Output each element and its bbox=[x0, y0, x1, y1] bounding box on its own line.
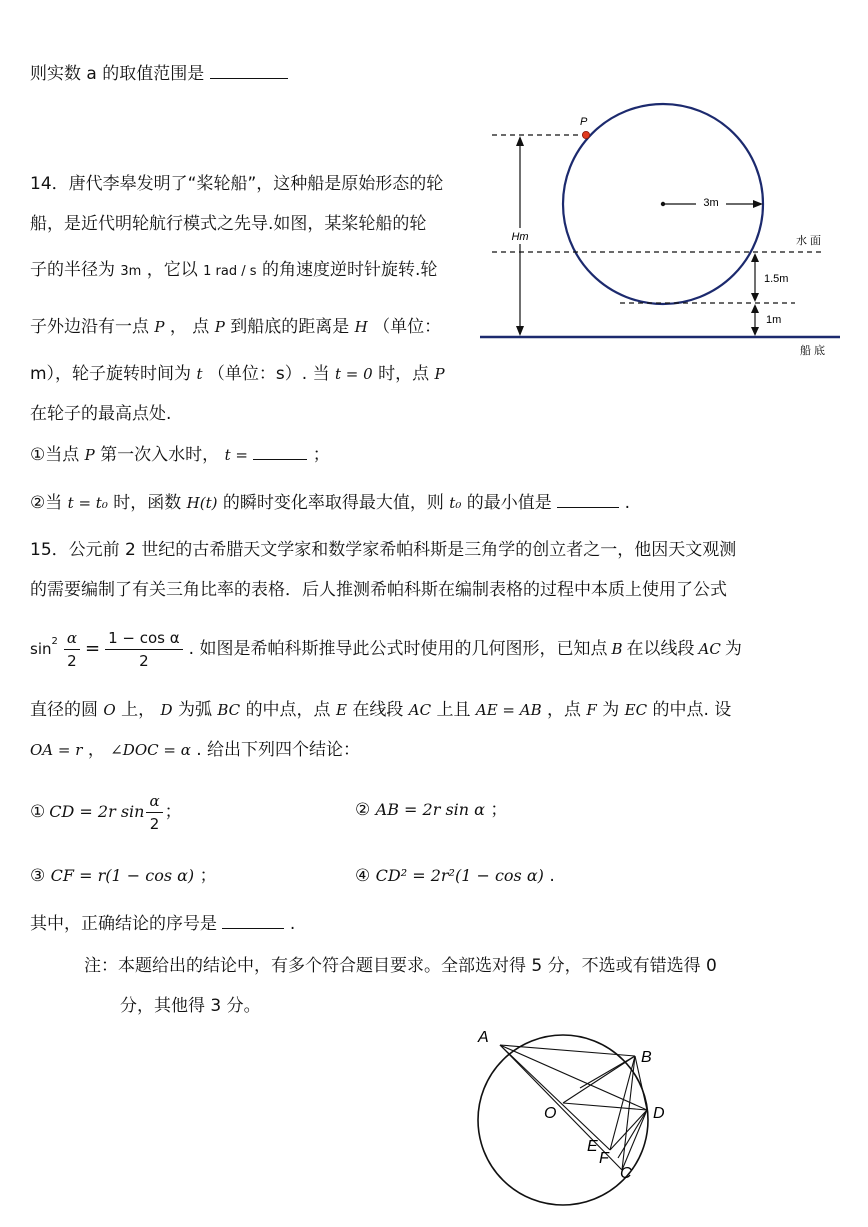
conclusion-2: ② AB = 2r sin α ； bbox=[355, 800, 508, 820]
radius-label: 3m bbox=[703, 197, 719, 209]
q14-line-2: 船，是近代明轮航行模式之先导.如图，某桨轮船的轮 bbox=[30, 214, 427, 234]
conclusion-1-frac: $\frac{\alpha}{2}$ bbox=[146, 790, 162, 835]
depth-arrow-up-icon bbox=[751, 253, 759, 262]
answer-blank bbox=[210, 78, 288, 79]
answer-blank bbox=[253, 459, 307, 460]
q14-line-1: 14．唐代李皋发明了“桨轮船”，这种船是原始形态的轮 bbox=[30, 174, 444, 194]
note-line-2: 分，其他得 3 分。 bbox=[120, 996, 261, 1016]
answer-blank bbox=[222, 928, 284, 929]
q14-line-4: 子外边沿有一点 P ， 点 P 到船底的距离是 H （单位： bbox=[30, 317, 442, 337]
water-label: 水 面 bbox=[796, 235, 822, 247]
note-line-1: 注：本题给出的结论中，有多个符合题目要求。全部选对得 5 分，不选或有错选得 0 bbox=[84, 956, 717, 976]
q14-line-3: 子的半径为 3m ，它以 1 rad / s 的角速度逆时针旋转.轮 bbox=[30, 260, 438, 280]
clearance-arrow-up-icon bbox=[751, 304, 759, 313]
q14-subq-1: ①当点 P 第一次入水时， t = ； bbox=[30, 445, 330, 465]
q15-line-1: 15．公元前 2 世纪的古希腊天文学家和数学家希帕科斯是三角学的创立者之一，他因天文观测 bbox=[30, 540, 737, 560]
label-c: C bbox=[620, 1165, 632, 1182]
formula-frac-left: $\frac{\alpha}{2}$ bbox=[64, 627, 80, 672]
paddle-wheel-diagram bbox=[470, 100, 860, 370]
q14-line-5: m），轮子旋转时间为 t （单位：s）. 当 t = 0 时，点 P bbox=[30, 364, 445, 384]
label-o: O bbox=[544, 1105, 557, 1122]
answer-blank bbox=[557, 507, 619, 508]
conclusion-4: ④ CD² = 2r²(1 − cos α) . bbox=[355, 866, 555, 886]
q15-line-4: 直径的圆 O 上， D 为弧 BC 的中点，点 E 在线段 AC 上且 AE = AB ，点 F 为 EC 的中点. 设 bbox=[30, 700, 732, 720]
label-a: A bbox=[478, 1029, 489, 1046]
formula-sin: sin bbox=[30, 640, 52, 658]
point-p-label: P bbox=[580, 116, 588, 128]
radius-arrow-icon bbox=[753, 200, 763, 208]
label-b: B bbox=[641, 1049, 652, 1066]
h-arrow-down-icon bbox=[516, 326, 524, 336]
conclusion-1: ① CD = 2r sin $\frac{\alpha}{2}$ ； bbox=[30, 791, 182, 833]
depth-label: 1.5m bbox=[764, 273, 789, 285]
q14-subq-2: ②当 t = t₀ 时，函数 H(t) 的瞬时变化率取得最大值，则 t₀ 的最小值是 . bbox=[30, 493, 630, 513]
q13-tail-line bbox=[30, 62, 288, 86]
q15-line-3: sin $^2$ $\frac{\alpha}{2}$ = $\frac{\text{1 − cos α}}{2}$ . 如图是希帕科斯推导此公式时使用的几何图形，已知点 B 在以线段 AC 为 bbox=[30, 628, 742, 670]
formula-frac-right: $\frac{\text{1 − cos α}}{2}$ bbox=[105, 627, 183, 672]
circle-geometry-figure bbox=[470, 1018, 680, 1218]
h-label: Hm bbox=[511, 231, 529, 243]
clearance-arrow-down-icon bbox=[751, 327, 759, 336]
label-d: D bbox=[653, 1105, 665, 1122]
ship-bottom-label: 船 底 bbox=[800, 345, 826, 357]
q14-line-6: 在轮子的最高点处. bbox=[30, 404, 172, 424]
figure-lines bbox=[500, 1045, 647, 1170]
depth-arrow-down-icon bbox=[751, 293, 759, 302]
q15-line-5: OA = r ， ∠DOC = α . 给出下列四个结论： bbox=[30, 740, 361, 760]
point-p-dot bbox=[582, 131, 589, 138]
clearance-label: 1m bbox=[766, 314, 782, 326]
q15-line-2: 的需要编制了有关三角比率的表格．后人推测希帕科斯在编制表格的过程中本质上使用了公式 bbox=[30, 580, 727, 600]
label-f: F bbox=[599, 1150, 609, 1167]
q15-answer-line: 其中，正确结论的序号是 . bbox=[30, 914, 296, 934]
q13-tail-text: 则实数 a 的取值范围是 bbox=[30, 64, 205, 84]
h-arrow-up-icon bbox=[516, 136, 524, 146]
conclusion-3: ③ CF = r(1 − cos α) ； bbox=[30, 866, 217, 886]
label-e: E bbox=[587, 1138, 598, 1155]
